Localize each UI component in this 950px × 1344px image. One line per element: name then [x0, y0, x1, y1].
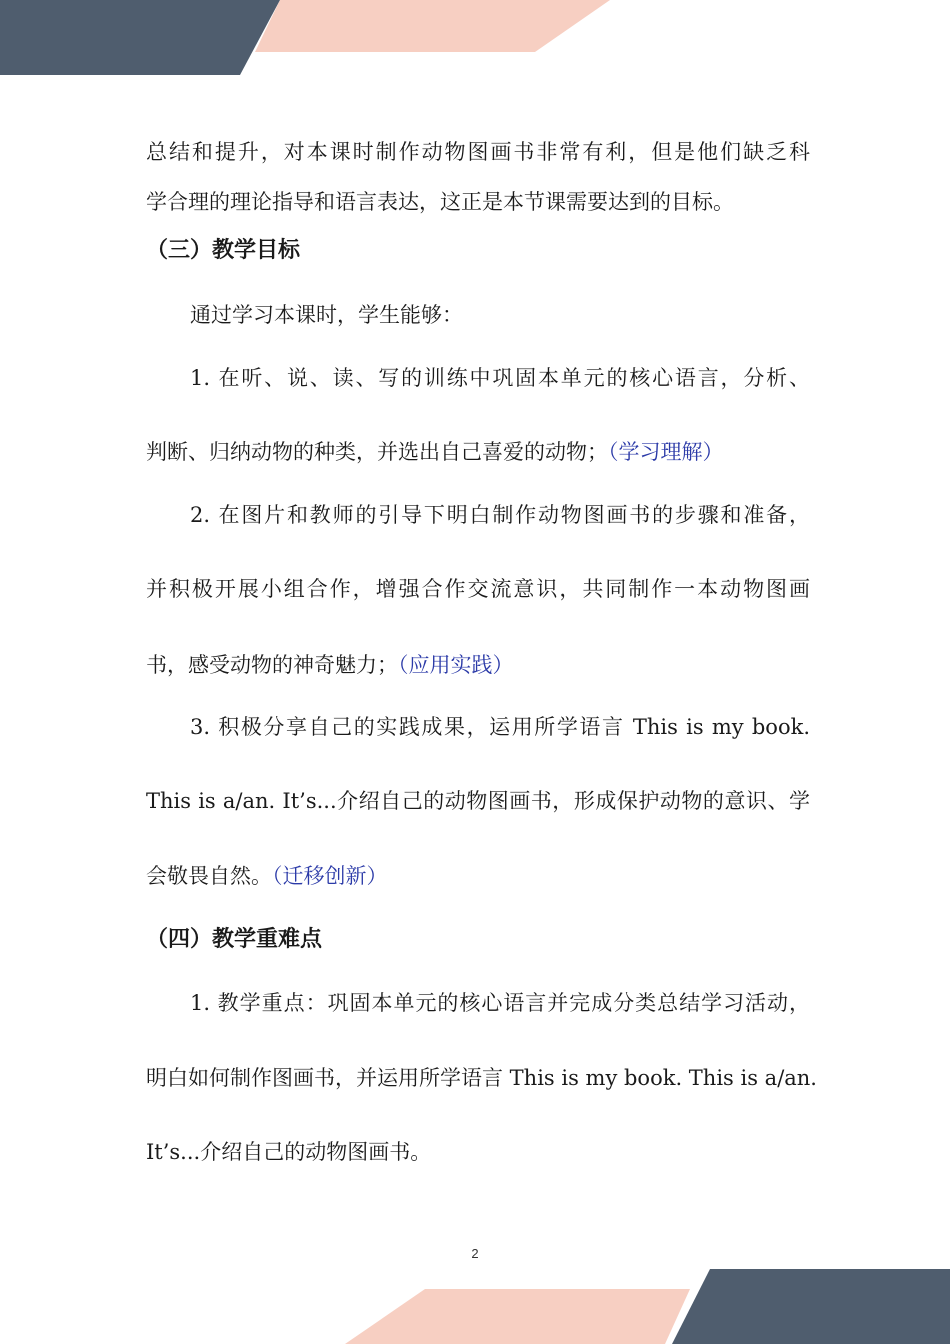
- objective-2-tag: （应用实践）: [398, 653, 514, 677]
- objectives-lead: 通过学习本课时，学生能够：: [190, 303, 463, 327]
- footer-decoration: [0, 1264, 950, 1344]
- section-heading-key-points: （四）教学重难点: [146, 927, 323, 952]
- intro-line-1: 总结和提升，对本课时制作动物图画书非常有利，但是他们缺乏科: [146, 140, 810, 164]
- objective-2-text: 书，感受动物的神奇魅力；: [146, 653, 398, 677]
- objective-2-line-2: 并积极开展小组合作，增强合作交流意识，共同制作一本动物图画: [146, 577, 810, 601]
- section-heading-objectives: （三）教学目标: [146, 238, 301, 263]
- objective-2-line-1: 2. 在图片和教师的引导下明白制作动物图画书的步骤和准备，: [190, 503, 810, 527]
- page-number: 2: [471, 1246, 479, 1261]
- intro-line-2: 学合理的理论指导和语言表达，这正是本节课需要达到的目标。: [146, 190, 734, 214]
- objective-3-line-1: 3. 积极分享自己的实践成果，运用所学语言 This is my book.: [190, 715, 810, 739]
- header-decoration: [0, 0, 950, 80]
- header-slate-band: [0, 0, 280, 75]
- key-point-1-line-2: 明白如何制作图画书，并运用所学语言 This is my book. This is a/an.: [146, 1066, 817, 1090]
- footer-slate-band: [672, 1269, 950, 1344]
- objective-1-text: 判断、归纳动物的种类，并选出自己喜爱的动物；: [146, 440, 608, 464]
- objective-1-line-2: [146, 437, 724, 467]
- objective-1-line-1: 1. 在听、说、读、写的训练中巩固本单元的核心语言，分析、: [190, 366, 810, 390]
- objective-1-tag: （学习理解）: [608, 440, 724, 464]
- objective-2-line-3: [146, 650, 514, 680]
- objective-3-line-2: This is a/an. It’s...介绍自己的动物图画书，形成保护动物的意识、学: [146, 789, 810, 813]
- objective-3-line-3: [146, 861, 388, 891]
- objective-3-text: 会敬畏自然。: [146, 864, 272, 888]
- objective-3-tag: （迁移创新）: [272, 864, 388, 888]
- key-point-1-line-1: 1. 教学重点：巩固本单元的核心语言并完成分类总结学习活动，: [190, 991, 810, 1015]
- key-point-1-line-3: It’s...介绍自己的动物图画书。: [146, 1140, 432, 1164]
- header-peach-band: [255, 0, 610, 52]
- footer-peach-band: [345, 1289, 690, 1344]
